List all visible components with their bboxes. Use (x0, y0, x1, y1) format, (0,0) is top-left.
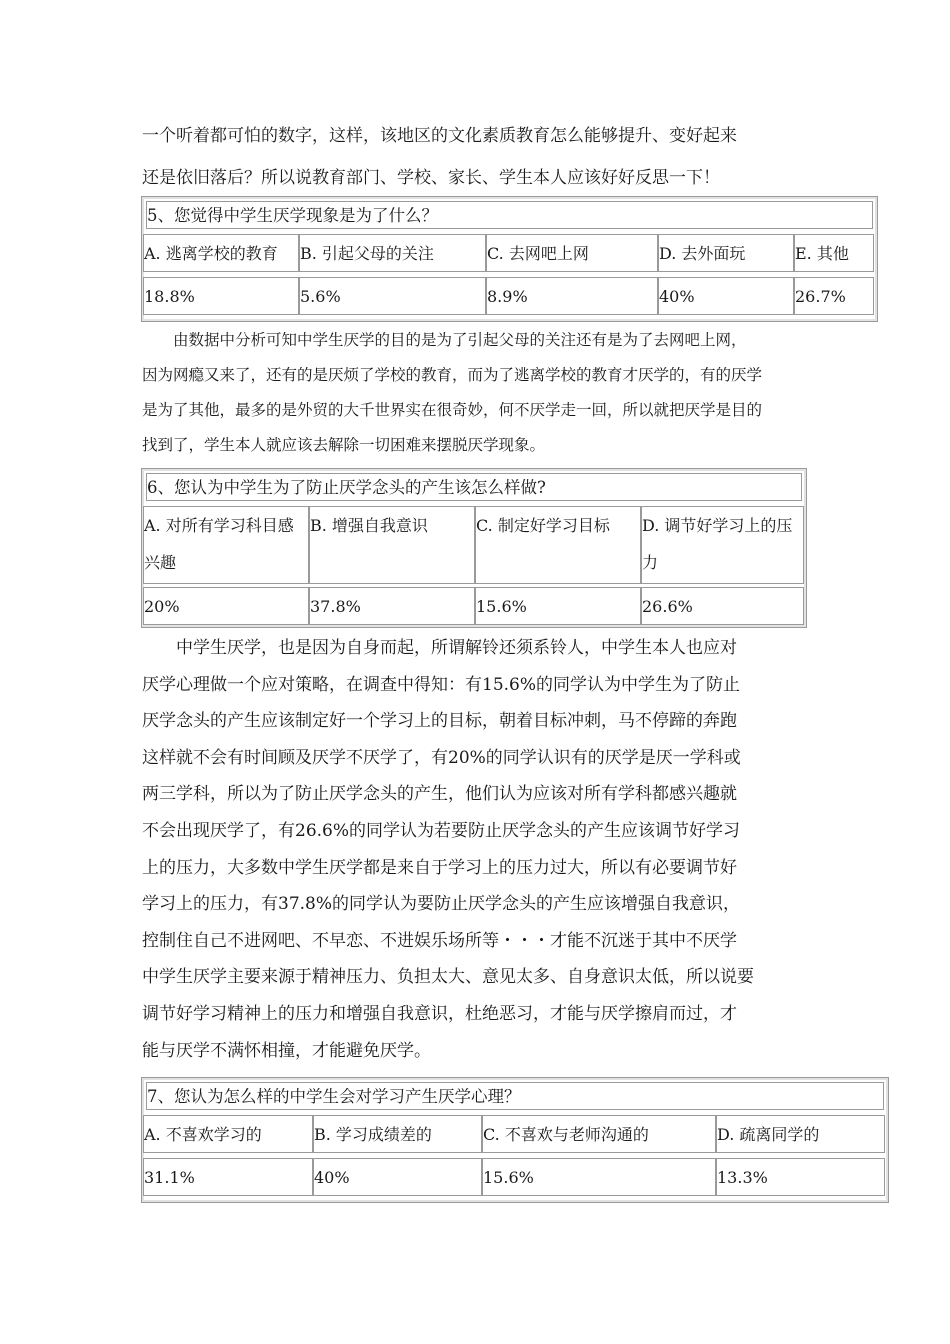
option-cell: B. 增强自我意识 (309, 506, 475, 584)
text-line: 一个听着都可怕的数字，这样，该地区的文化素质教育怎么能够提升、变好起来 (142, 126, 737, 146)
intro-paragraph (142, 120, 822, 194)
text-line: 这样就不会有时间顾及厌学不厌学了，有20%的同学认识有的厌学是厌一学科或 (142, 747, 741, 768)
value-cell: 26.7% (794, 277, 874, 315)
value-cell: 40% (313, 1158, 482, 1196)
option-cell: B. 学习成绩差的 (313, 1115, 482, 1153)
text-line: 两三学科，所以为了防止厌学念头的产生，他们认为应该对所有学科都感兴趣就 (142, 784, 737, 805)
value-cell: 5.6% (299, 277, 486, 315)
value-cell: 15.6% (482, 1158, 716, 1196)
text-line: 中学生厌学，也是因为自身而起，所谓解铃还须系铃人，中学生本人也应对 (142, 638, 737, 658)
option-cell: A. 对所有学习科目感兴趣 (143, 506, 309, 584)
text-line: 学习上的压力，有37.8%的同学认为要防止厌学念头的产生应该增强自我意识， (142, 894, 741, 915)
value-cell: 15.6% (475, 587, 641, 625)
text-line: 还是依旧落后？所以说教育部门、学校、家长、学生本人应该好好反思一下！ (142, 168, 720, 188)
value-cell: 40% (658, 277, 794, 315)
option-cell: A. 不喜欢学习的 (143, 1115, 313, 1153)
survey-question: 6、您认为中学生为了防止厌学念头的产生该怎么样做? (146, 473, 802, 501)
value-cell: 26.6% (641, 587, 804, 625)
text-line: 因为网瘾又来了，还有的是厌烦了学校的教育，而为了逃离学校的教育才厌学的，有的厌学 (142, 366, 763, 384)
text-line: 厌学念头的产生应该制定好一个学习上的目标，朝着目标冲刺，马不停蹄的奔跑 (142, 711, 737, 732)
text-line: 能与厌学不满怀相撞，才能避免厌学。 (142, 1040, 431, 1061)
survey-table-7 (141, 1077, 889, 1203)
value-cell: 13.3% (716, 1158, 885, 1196)
value-cell: 37.8% (309, 587, 475, 625)
option-cell: D. 去外面玩 (658, 234, 794, 272)
survey-table-6 (141, 468, 807, 628)
option-cell: C. 不喜欢与老师沟通的 (482, 1115, 716, 1153)
survey-table-5 (141, 196, 878, 322)
option-cell: D. 疏离同学的 (716, 1115, 885, 1153)
value-cell: 31.1% (143, 1158, 313, 1196)
survey-question: 7、您认为怎么样的中学生会对学习产生厌学心理？ (146, 1082, 884, 1110)
text-line: 控制住自己不进网吧、不早恋、不进娱乐场所等・・・才能不沉迷于其中不厌学 (142, 930, 737, 951)
option-cell: C. 去网吧上网 (486, 234, 658, 272)
survey-question: 5、您觉得中学生厌学现象是为了什么？ (146, 201, 873, 229)
value-cell: 18.8% (143, 277, 299, 315)
option-cell: D. 调节好学习上的压力 (641, 506, 804, 584)
value-cell: 20% (143, 587, 309, 625)
value-cell: 8.9% (486, 277, 658, 315)
text-line: 上的压力，大多数中学生厌学都是来自于学习上的压力过大，所以有必要调节好 (142, 857, 737, 878)
analysis-paragraph-5 (142, 323, 822, 463)
text-line: 不会出现厌学了，有26.6%的同学认为若要防止厌学念头的产生应该调节好学习 (142, 820, 741, 841)
text-line: 中学生厌学主要来源于精神压力、负担太大、意见太多、自身意识太低，所以说要 (142, 967, 754, 988)
text-line: 厌学心理做一个应对策略，在调查中得知：有15.6%的同学认为中学生为了防止 (142, 674, 741, 695)
text-line: 找到了，学生本人就应该去解除一切困难来摆脱厌学现象。 (142, 436, 546, 454)
option-cell: B. 引起父母的关注 (299, 234, 486, 272)
option-cell: E. 其他 (794, 234, 874, 272)
option-cell: A. 逃离学校的教育 (143, 234, 299, 272)
analysis-paragraph-6 (142, 630, 822, 1069)
option-cell: C. 制定好学习目标 (475, 506, 641, 584)
text-line: 调节好学习精神上的压力和增强自我意识，杜绝恶习，才能与厌学擦肩而过，才 (142, 1003, 737, 1024)
text-line: 由数据中分析可知中学生厌学的目的是为了引起父母的关注还有是为了去网吧上网， (142, 331, 747, 349)
text-line: 是为了其他，最多的是外贸的大千世界实在很奇妙，何不厌学走一回，所以就把厌学是目的 (142, 401, 763, 419)
